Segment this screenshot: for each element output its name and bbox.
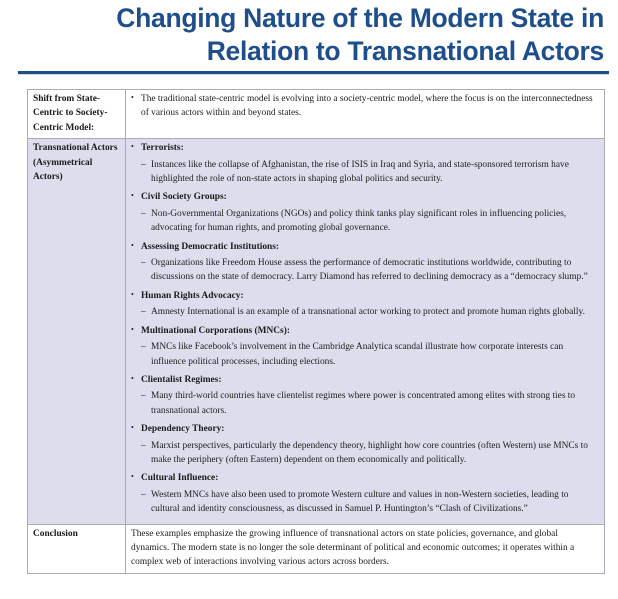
content-table [27,89,605,574]
actor-list [131,141,598,516]
actor-item [131,471,598,516]
bullet-icon: • [131,373,134,383]
actor-detail: Marxist perspectives, particularly the dependency theory, highlight how core countries (often Western) use MNCs to make the periphery (often Eastern) dependent on them economically and politically. [151,440,588,465]
actor-item [131,141,598,186]
page-title [116,2,604,68]
actor-item [131,289,598,320]
row-conclusion [28,524,605,573]
actor-detail-item [141,488,598,517]
actor-detail-list [141,488,598,517]
actor-detail-list [141,158,598,187]
actor-detail: Non-Governmental Organizations (NGOs) and policy think tanks play significant roles in influencing policies, advocating for human rights, and promoting global governance. [151,208,567,234]
shift-text: The traditional state-centric model is evolving into a society-centric model, where the focus is on the interconnectedness of various actors within and beyond states. [141,94,593,119]
actor-detail-item [141,305,598,319]
actor-item [131,422,598,467]
actor-detail: Western MNCs have also been used to promote Western culture and values in non-Western societies, leading to cultural and identity consciousness, as discussed in Samuel P. Huntington’s “Clash of Civilizations.” [151,489,569,515]
shift-list [131,92,598,121]
bullet-icon: • [131,240,134,250]
row-label-transnational: Transnational Actors (Asymmetrical Actors) [28,139,126,524]
actor-heading: Assessing Democratic Institutions: [141,241,280,252]
bullet-icon: • [131,324,134,334]
conclusion-text: These examples emphasize the growing influence of transnational actors on state policies, governance, and global dynamics. The modern state is no longer the sole determinant of political and economic outcomes; it operates within a complex web of interactions involving various actors across borders. [126,524,605,573]
dash-icon: – [141,391,146,402]
bullet-icon: • [131,142,134,152]
actor-detail-list [141,207,598,236]
actor-heading: Clientalist Regimes: [141,374,222,385]
actor-heading: Multinational Corporations (MNCs): [141,325,290,336]
dash-icon: – [141,489,146,500]
actor-detail-item [141,340,598,369]
row-shift [28,90,605,139]
actor-detail-item [141,389,598,418]
row-transnational [28,139,605,524]
actor-detail-list [141,439,598,468]
dash-icon: – [141,342,146,353]
dash-icon: – [141,208,146,219]
actor-item [131,190,598,235]
actor-detail: Organizations like Freedom House assess the performance of democratic institutions worldwide, contributing to discussions on the state of democracy. Larry Diamond has referred to declining democracy as a “democracy slump.” [151,258,588,283]
row-label-shift: Shift from State-Centric to Society-Centric Model: [28,90,126,139]
actor-detail: Amnesty International is an example of a transnational actor working to protect and promote human rights globally. [151,307,585,318]
actor-heading: Dependency Theory: [141,424,225,435]
actor-detail-list [141,340,598,369]
actor-heading: Human Rights Advocacy: [141,290,244,301]
actor-detail: Many third-world countries have clientelist regimes where power is concentrated among elites with strong ties to transnational actors. [151,391,576,416]
dash-icon: – [141,258,146,269]
bullet-icon: • [131,191,134,201]
actor-detail-list [141,256,598,285]
actor-item [131,240,598,285]
actor-heading: Civil Society Groups: [141,192,227,203]
title-line-2: Relation to Transnational Actors [206,36,604,66]
dash-icon: – [141,159,146,170]
bullet-icon: • [131,423,134,433]
actor-detail-list [141,389,598,418]
bullet-icon: • [131,93,134,102]
actor-heading: Terrorists: [141,143,184,154]
row-content-shift [126,90,605,139]
bullet-icon: • [131,289,134,299]
row-content-transnational [126,139,605,524]
actor-detail-item [141,158,598,187]
bullet-icon: • [131,472,134,482]
actor-detail: MNCs like Facebook’s involvement in the Cambridge Analytica scandal illustrate how corporate interests can influence political processes, including elections. [151,342,564,367]
actor-item [131,373,598,418]
actor-item [131,324,598,369]
list-item [131,92,598,121]
dash-icon: – [141,440,146,451]
title-underline [18,71,609,75]
title-line-1: Changing Nature of the Modern State in [116,3,604,33]
actor-detail-item [141,207,598,236]
actor-detail-item [141,256,598,285]
row-label-conclusion: Conclusion [28,524,126,573]
actor-heading: Cultural Influence: [141,473,219,484]
actor-detail: Instances like the collapse of Afghanistan, the rise of ISIS in Iraq and Syria, and state-sponsored terrorism have highlighted the role of non-state actors in shaping global politics and security. [151,159,569,185]
actor-detail-list [141,305,598,319]
dash-icon: – [141,307,146,318]
actor-detail-item [141,439,598,468]
